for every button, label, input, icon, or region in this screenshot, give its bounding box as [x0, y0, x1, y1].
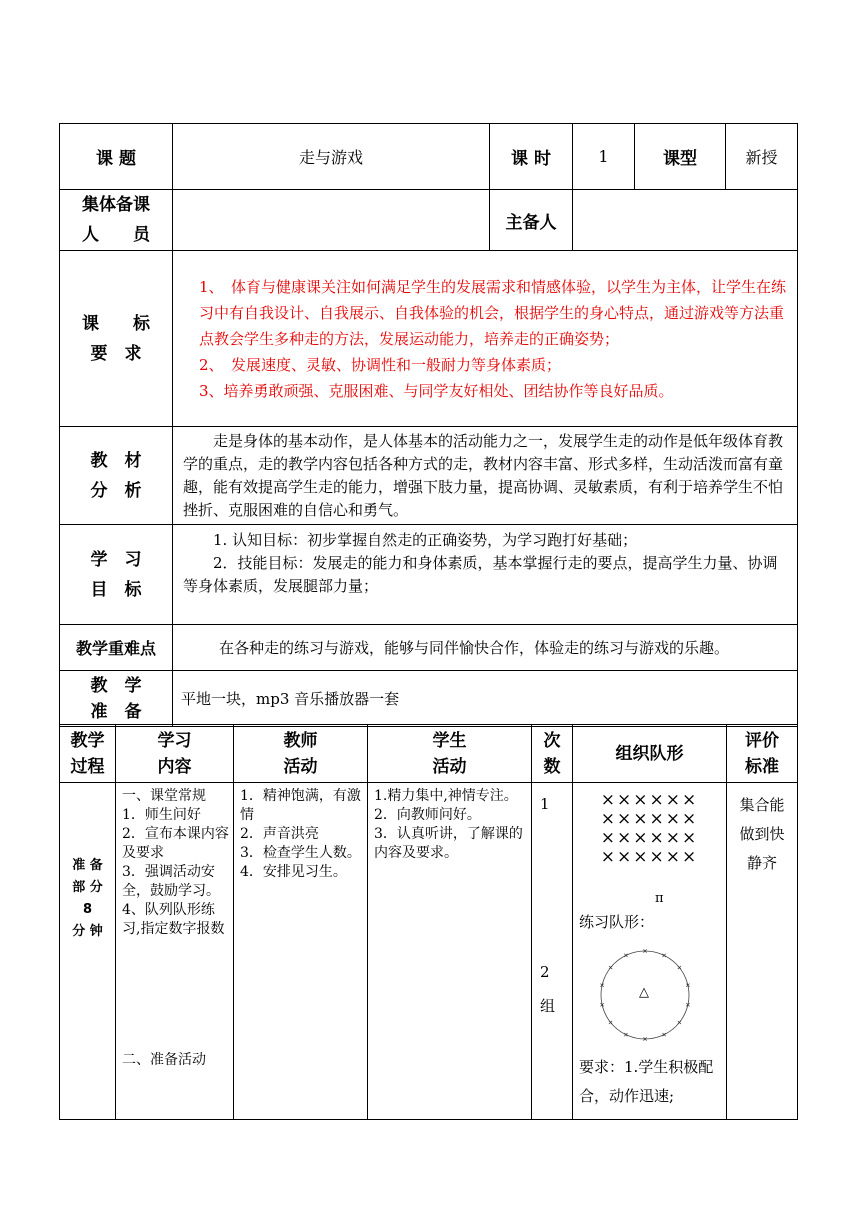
student-line-3: 3．认真听讲，了解课的内容及要求。	[374, 826, 523, 861]
goals-label-line2: 目 标	[90, 579, 142, 600]
collective-label-line2: 人 员	[82, 225, 150, 245]
col-count-line1: 次	[543, 730, 561, 751]
goals-content	[173, 525, 798, 625]
col-count	[532, 725, 573, 783]
col-process-line1: 教学	[70, 730, 105, 751]
goals-item-2: 2．技能目标：发展走的能力和身体素质，基本掌握行走的要点，提高学生力量、协调等身体素质，发展腿部力量；	[183, 554, 778, 595]
col-content	[116, 725, 234, 783]
key-points-label: 教学重难点	[60, 625, 173, 671]
prep-label-line2: 准 备	[90, 701, 142, 722]
student-line-1: 1.精力集中,神情专注。	[374, 788, 518, 804]
process-table	[59, 724, 798, 1120]
col-evaluation	[727, 725, 798, 783]
count-cell	[532, 783, 573, 1120]
goals-item-1: 1. 认知目标：初步掌握自然走的正确姿势，为学习跑打好基础；	[213, 531, 638, 549]
goals-label-line1: 学 习	[90, 549, 142, 570]
student-mark	[624, 1033, 627, 1036]
student-mark	[624, 954, 627, 957]
formation-grid	[573, 783, 726, 867]
content-line-3: 2．宣布本课内容及要求	[122, 826, 229, 861]
col-formation: 组织队形	[573, 725, 727, 783]
collective-label	[60, 190, 173, 251]
count-value-2: 2	[540, 963, 550, 981]
type-value: 新授	[726, 124, 798, 190]
formation-row-4: ××××××	[600, 847, 699, 867]
formation-row-1: ××××××	[600, 790, 699, 810]
key-points-text: 在各种走的练习与游戏，能够与同伴愉快合作，体验走的练习与游戏的乐趣。	[173, 625, 798, 671]
col-content-line2: 内容	[157, 756, 192, 777]
content-line-5: 4、队列队形练习,指定数字报数	[122, 902, 225, 937]
standards-content	[173, 251, 798, 427]
phase-line-2: 部 分	[72, 880, 103, 895]
formation-row-2: ××××××	[600, 809, 699, 829]
hours-label: 课 时	[490, 124, 573, 190]
lead-label: 主备人	[490, 190, 573, 251]
hours-value: 1	[573, 124, 635, 190]
content-line-4: 3．强调活动安全，鼓励学习。	[122, 864, 220, 899]
collective-label-line1: 集体备课	[82, 195, 150, 215]
phase-line-3: 8	[82, 902, 93, 917]
student-mark	[662, 1033, 665, 1036]
col-evaluation-line2: 标准	[745, 756, 779, 777]
collective-members	[173, 190, 490, 251]
teacher-line-2: 2．声音洪亮	[240, 826, 319, 842]
topic-value: 走与游戏	[173, 124, 490, 190]
standards-item-2: 2、 发展速度、灵敏、协调性和一般耐力等身体素质；	[199, 355, 562, 374]
phase-label	[60, 783, 116, 1120]
col-teacher-line2: 活动	[283, 756, 318, 777]
teacher-line-1: 1．精神饱满，有激情	[240, 788, 361, 823]
student-mark	[678, 966, 681, 969]
learning-content	[116, 783, 234, 1120]
phase-line-1: 准 备	[72, 858, 103, 873]
content-line-2: 1．师生问好	[122, 807, 201, 823]
teacher-line-4: 4．安排见习生。	[240, 864, 347, 880]
content-line-1: 一、课堂常规	[122, 788, 206, 804]
formation-row-3: ××××××	[600, 828, 699, 848]
material-label-line2: 分 析	[90, 480, 142, 501]
material-label-line1: 教 材	[90, 450, 142, 471]
col-process-line2: 过程	[70, 756, 105, 777]
standards-item-1: 1、 体育与健康课关注如何满足学生的发展需求和情感体验，以学生为主体，让学生在练习中有自我设计、自我展示、自我体验的机会，根据学生的身心特点，通过游戏等方法重点教会学生多种走的方法，发展运动能力，培养走的正确姿势；	[199, 277, 787, 348]
count-value-1: 1	[540, 795, 550, 813]
standards-label-line1: 课 标	[82, 313, 150, 334]
content-warmup: 二、准备活动	[122, 1052, 206, 1068]
student-mark	[678, 1021, 681, 1024]
col-process	[60, 725, 116, 783]
col-teacher	[234, 725, 368, 783]
evaluation-text: 集合能做到快静齐	[739, 796, 785, 872]
standards-item-3: 3、培养勇敢顽强、克服困难、与同学友好相处、团结协作等良好品质。	[199, 381, 674, 400]
type-label: 课型	[635, 124, 726, 190]
material-text: 走是身体的基本动作，是人体基本的活动能力之一，发展学生走的动作是低年级体育教学的重点，走的教学内容包括各种方式的走，教材内容丰富、形式多样，生动活泼而富有童趣，能有效提高学生走的能力，增强下肢力量，提高协调、灵敏素质，有利于培养学生不怕挫折、克服困难的自信心和勇气。	[173, 427, 798, 525]
prep-text: 平地一块，mp3 音乐播放器一套	[173, 671, 798, 727]
col-evaluation-line1: 评价	[745, 730, 779, 751]
col-count-line2: 数	[543, 756, 561, 777]
practice-label: 练习队形：	[579, 913, 655, 931]
standards-label	[60, 251, 173, 427]
teacher-line-3: 3．检查学生人数。	[240, 845, 361, 861]
student-activity	[368, 783, 532, 1120]
col-teacher-line1: 教师	[283, 730, 318, 751]
col-content-line1: 学习	[157, 730, 192, 751]
col-student-line2: 活动	[432, 756, 467, 777]
lesson-info-table	[59, 123, 798, 727]
teacher-activity	[234, 783, 368, 1120]
teacher-symbol: π	[655, 891, 664, 906]
material-label	[60, 427, 173, 525]
goals-label	[60, 525, 173, 625]
center-triangle-label: △	[639, 985, 649, 1000]
topic-label: 课 题	[60, 124, 173, 190]
standards-label-line2: 要 求	[90, 343, 142, 364]
phase-line-4: 分 钟	[72, 924, 103, 939]
student-mark	[662, 954, 665, 957]
student-line-2: 2．向教师问好。	[374, 807, 481, 823]
prep-label	[60, 671, 173, 727]
col-student	[368, 725, 532, 783]
formation-cell	[573, 783, 727, 1120]
requirement-text: 要求：1.学生积极配合，动作迅速;	[579, 1058, 714, 1105]
count-unit-2: 组	[540, 997, 556, 1015]
evaluation-cell	[727, 783, 798, 1120]
col-student-line1: 学生	[432, 730, 467, 751]
student-mark	[609, 966, 612, 969]
lead-value	[573, 190, 798, 251]
prep-label-line1: 教 学	[90, 675, 142, 696]
student-mark	[609, 1021, 612, 1024]
